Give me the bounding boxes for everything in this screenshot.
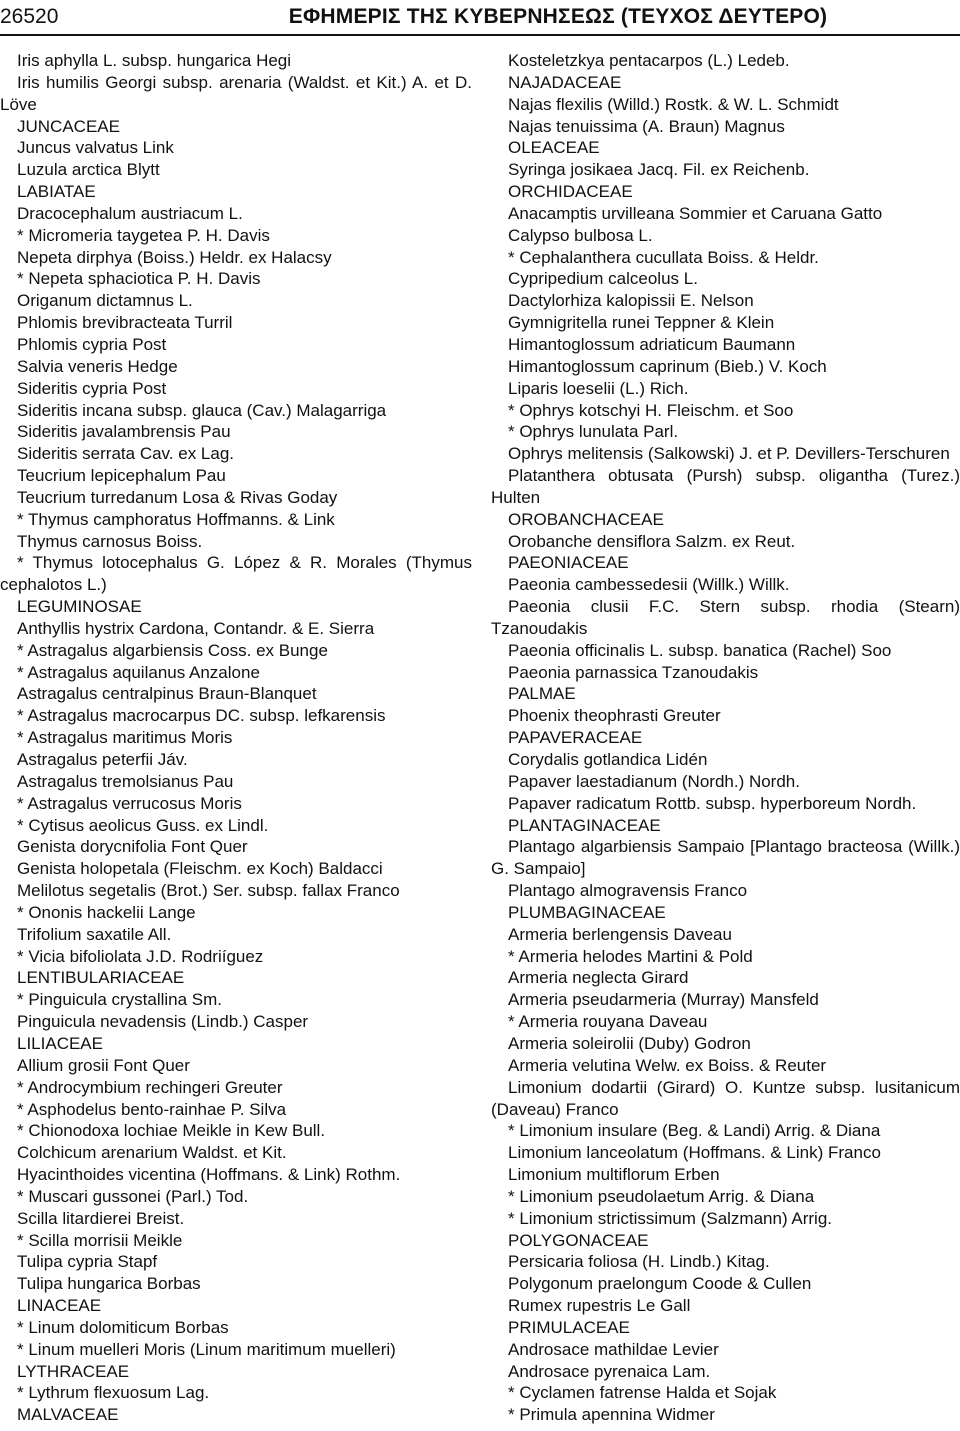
species-entry: Sideritis incana subsp. glauca (Cav.) Malagarriga — [17, 400, 387, 420]
page-header — [0, 4, 960, 32]
species-entry: * Astragalus macrocarpus DC. subsp. lefkarensis — [17, 706, 386, 726]
species-entry: Rumex rupestris Le Gall — [508, 1296, 691, 1316]
species-entry: Sideritis javalambrensis Pau — [17, 422, 231, 442]
species-entry: * Asphodelus bento-rainhae P. Silva — [17, 1099, 287, 1119]
species-entry: Armeria soleirolii (Duby) Godron — [508, 1033, 751, 1053]
journal-title: ΕΦΗΜΕΡΙΣ ΤΗΣ ΚΥΒΕΡΝΗΣΕΩΣ (ΤΕΥΧΟΣ ΔΕΥΤΕΡΟ) — [288, 5, 828, 28]
species-entry: Tulipa cypria Stapf — [17, 1252, 158, 1272]
species-entry: Phoenix theophrasti Greuter — [508, 706, 721, 726]
family-heading: LENTIBULARIACEAE — [17, 968, 185, 988]
species-entry: * Vicia bifoliolata J.D. Rodriíguez — [17, 946, 264, 966]
family-heading: POLYGONACEAE — [508, 1230, 649, 1250]
species-entry: Cypripedium calceolus L. — [508, 269, 698, 289]
species-entry: * Ophrys lunulata Parl. — [508, 422, 679, 442]
family-heading: LINACEAE — [17, 1296, 102, 1316]
species-entry: * Thymus lotocephalus G. López & R. Morales (Thymus cephalotos L.) — [0, 553, 477, 595]
species-entry: Najas tenuissima (A. Braun) Magnus — [508, 116, 785, 136]
species-entry: * Astragalus verrucosus Moris — [17, 793, 242, 813]
species-entry: Astragalus tremolsianus Pau — [17, 771, 234, 791]
species-entry: * Cephalanthera cucullata Boiss. & Heldr. — [508, 247, 819, 267]
family-heading: LILIACEAE — [17, 1033, 103, 1053]
species-entry: Armeria berlengensis Daveau — [508, 924, 732, 944]
family-heading: PLUMBAGINACEAE — [508, 902, 666, 922]
species-entry: * Astragalus algarbiensis Coss. ex Bunge — [17, 640, 328, 660]
species-entry: Dactylorhiza kalopissii E. Nelson — [508, 291, 754, 311]
species-entry: Androsace mathildae Levier — [508, 1339, 719, 1359]
species-entry: * Linum muelleri Moris (Linum maritimum muelleri) — [17, 1339, 396, 1359]
species-entry: * Limonium strictissimum (Salzmann) Arrig. — [508, 1208, 833, 1228]
species-entry: Sideritis serrata Cav. ex Lag. — [17, 444, 234, 464]
species-entry: Iris humilis Georgi subsp. arenaria (Waldst. et Kit.) A. et D. Löve — [0, 72, 477, 114]
species-entry: Trifolium saxatile All. — [17, 924, 172, 944]
species-entry: Armeria pseudarmeria (Murray) Mansfeld — [508, 990, 819, 1010]
family-heading: OROBANCHACEAE — [508, 509, 664, 529]
species-entry: Thymus carnosus Boiss. — [17, 531, 203, 551]
species-entry: Liparis loeselii (L.) Rich. — [508, 378, 689, 398]
species-entry: Kosteletzkya pentacarpos (L.) Ledeb. — [508, 51, 790, 70]
species-entry: Anthyllis hystrix Cardona, Contandr. & E. Sierra — [17, 618, 375, 638]
species-entry: Plantago almogravensis Franco — [508, 881, 748, 901]
species-entry: * Micromeria taygetea P. H. Davis — [17, 225, 270, 245]
species-entry: * Astragalus maritimus Moris — [17, 728, 233, 748]
family-heading: OLEACEAE — [508, 138, 600, 158]
species-entry: Himantoglossum caprinum (Bieb.) V. Koch — [508, 356, 827, 376]
family-heading: PLANTAGINACEAE — [508, 815, 661, 835]
species-entry: Origanum dictamnus L. — [17, 291, 193, 311]
species-entry: Polygonum praelongum Coode & Cullen — [508, 1274, 812, 1294]
species-entry: Paeonia clusii F.C. Stern subsp. rhodia (Stearn) Tzanoudakis — [491, 597, 960, 638]
species-entry: Paeonia officinalis L. subsp. banatica (Rachel) Soo — [508, 640, 892, 660]
species-entry: * Lythrum flexuosum Lag. — [17, 1383, 210, 1403]
species-entry: Paeonia parnassica Tzanoudakis — [508, 662, 759, 682]
species-entry: Juncus valvatus Link — [17, 138, 174, 158]
species-entry: Calypso bulbosa L. — [508, 225, 653, 245]
species-entry: * Limonium pseudolaetum Arrig. & Diana — [508, 1186, 815, 1206]
species-entry: * Ophrys kotschyi H. Fleischm. et Soo — [508, 400, 794, 420]
species-entry: Limonium dodartii (Girard) O. Kuntze subsp. lusitanicum (Daveau) Franco — [491, 1077, 960, 1119]
species-entry: * Muscari gussonei (Parl.) Tod. — [17, 1186, 249, 1206]
family-heading: JUNCACEAE — [17, 116, 120, 136]
species-entry: Scilla litardierei Breist. — [17, 1208, 185, 1228]
species-entry: Melilotus segetalis (Brot.) Ser. subsp. fallax Franco — [17, 881, 400, 901]
species-entry: * Cytisus aeolicus Guss. ex Lindl. — [17, 815, 269, 835]
species-entry: * Chionodoxa lochiae Meikle in Kew Bull. — [17, 1121, 326, 1141]
family-heading: PAPAVERACEAE — [508, 728, 643, 748]
family-heading: LABIATAE — [17, 182, 96, 202]
species-entry: Tulipa hungarica Borbas — [17, 1274, 201, 1294]
species-entry: * Ononis hackelii Lange — [17, 902, 196, 922]
family-heading: LYTHRACEAE — [17, 1361, 130, 1381]
family-heading: PRIMULACEAE — [508, 1317, 630, 1337]
species-entry: Plantago algarbiensis Sampaio [Plantago bracteosa (Willk.) G. Sampaio] — [491, 837, 960, 879]
species-entry: Persicaria foliosa (H. Lindb.) Kitag. — [508, 1252, 770, 1272]
page-number: 26520 — [0, 5, 59, 28]
species-entry: Teucrium turredanum Losa & Rivas Goday — [17, 487, 338, 507]
species-entry: Corydalis gotlandica Lidén — [508, 750, 708, 769]
species-entry: * Armeria rouyana Daveau — [508, 1012, 708, 1032]
species-entry: Phlomis cypria Post — [17, 334, 167, 354]
species-entry: Teucrium lepicephalum Pau — [17, 466, 226, 486]
species-entry: * Androcymbium rechingeri Greuter — [17, 1077, 283, 1097]
species-entry: * Limonium insulare (Beg. & Landi) Arrig. & Diana — [508, 1121, 881, 1141]
species-entry: Paeonia cambessedesii (Willk.) Willk. — [508, 575, 790, 595]
species-entry: * Pinguicula crystallina Sm. — [17, 990, 223, 1010]
species-entry: Luzula arctica Blytt — [17, 160, 160, 180]
species-entry: Phlomis brevibracteata Turril — [17, 313, 233, 333]
family-heading: LEGUMINOSAE — [17, 597, 142, 617]
species-entry: * Armeria helodes Martini & Pold — [508, 946, 753, 966]
species-entry: Iris aphylla L. subsp. hungarica Hegi — [17, 51, 292, 70]
species-entry: Papaver laestadianum (Nordh.) Nordh. — [508, 771, 800, 791]
species-entry: Nepeta dirphya (Boiss.) Heldr. ex Halacsy — [17, 247, 332, 267]
species-entry: Hyacinthoides vicentina (Hoffmans. & Link) Rothm. — [17, 1165, 401, 1185]
species-entry: Astragalus peterfii Jáv. — [17, 750, 188, 769]
species-entry: Salvia veneris Hedge — [17, 356, 178, 376]
species-entry: Anacamptis urvilleana Sommier et Caruana Gatto — [508, 203, 883, 223]
species-entry: * Astragalus aquilanus Anzalone — [17, 662, 260, 682]
species-entry: Astragalus centralpinus Braun-Blanquet — [17, 684, 317, 704]
family-heading: NAJADACEAE — [508, 72, 622, 92]
family-heading: ORCHIDACEAE — [508, 182, 633, 202]
family-heading: PALMAE — [508, 684, 576, 704]
header-rule — [0, 34, 960, 36]
species-entry: * Scilla morrisii Meikle — [17, 1230, 183, 1250]
species-entry: Allium grosii Font Quer — [17, 1055, 190, 1075]
species-entry: Dracocephalum austriacum L. — [17, 203, 243, 223]
species-entry: * Primula apennina Widmer — [508, 1405, 715, 1425]
species-entry: Syringa josikaea Jacq. Fil. ex Reichenb. — [508, 160, 810, 180]
species-entry: * Nepeta sphaciotica P. H. Davis — [17, 269, 261, 289]
left-column — [0, 50, 477, 1426]
species-entry: Armeria neglecta Girard — [508, 968, 689, 988]
species-entry: Colchicum arenarium Waldst. et Kit. — [17, 1143, 287, 1163]
species-entry: Najas flexilis (Willd.) Rostk. & W. L. Schmidt — [508, 94, 839, 114]
family-heading: PAEONIACEAE — [508, 553, 629, 573]
species-entry: Platanthera obtusata (Pursh) subsp. oligantha (Turez.) Hulten — [491, 466, 960, 507]
species-entry: Androsace pyrenaica Lam. — [508, 1361, 711, 1381]
species-entry: Papaver radicatum Rottb. subsp. hyperboreum Nordh. — [508, 793, 917, 813]
species-entry: Ophrys melitensis (Salkowski) J. et P. Devillers-Terschuren — [508, 444, 950, 464]
species-entry: Sideritis cypria Post — [17, 378, 167, 398]
species-entry: Limonium lanceolatum (Hoffmans. & Link) Franco — [508, 1143, 881, 1163]
species-entry: Armeria velutina Welw. ex Boiss. & Reuter — [508, 1055, 827, 1075]
species-entry: Limonium multiflorum Erben — [508, 1165, 720, 1185]
species-entry: * Linum dolomiticum Borbas — [17, 1317, 229, 1337]
species-entry: Orobanche densiflora Salzm. ex Reut. — [508, 531, 796, 551]
species-entry: Genista dorycnifolia Font Quer — [17, 837, 248, 857]
species-entry: Pinguicula nevadensis (Lindb.) Casper — [17, 1012, 309, 1032]
right-column — [491, 50, 960, 1426]
species-entry: Gymnigritella runei Teppner & Klein — [508, 313, 775, 333]
species-entry: Himantoglossum adriaticum Baumann — [508, 334, 796, 354]
family-heading: MALVACEAE — [17, 1405, 119, 1425]
species-entry: Genista holopetala (Fleischm. ex Koch) Baldacci — [17, 859, 383, 879]
species-entry: * Cyclamen fatrense Halda et Sojak — [508, 1383, 777, 1403]
species-entry: * Thymus camphoratus Hoffmanns. & Link — [17, 509, 335, 529]
